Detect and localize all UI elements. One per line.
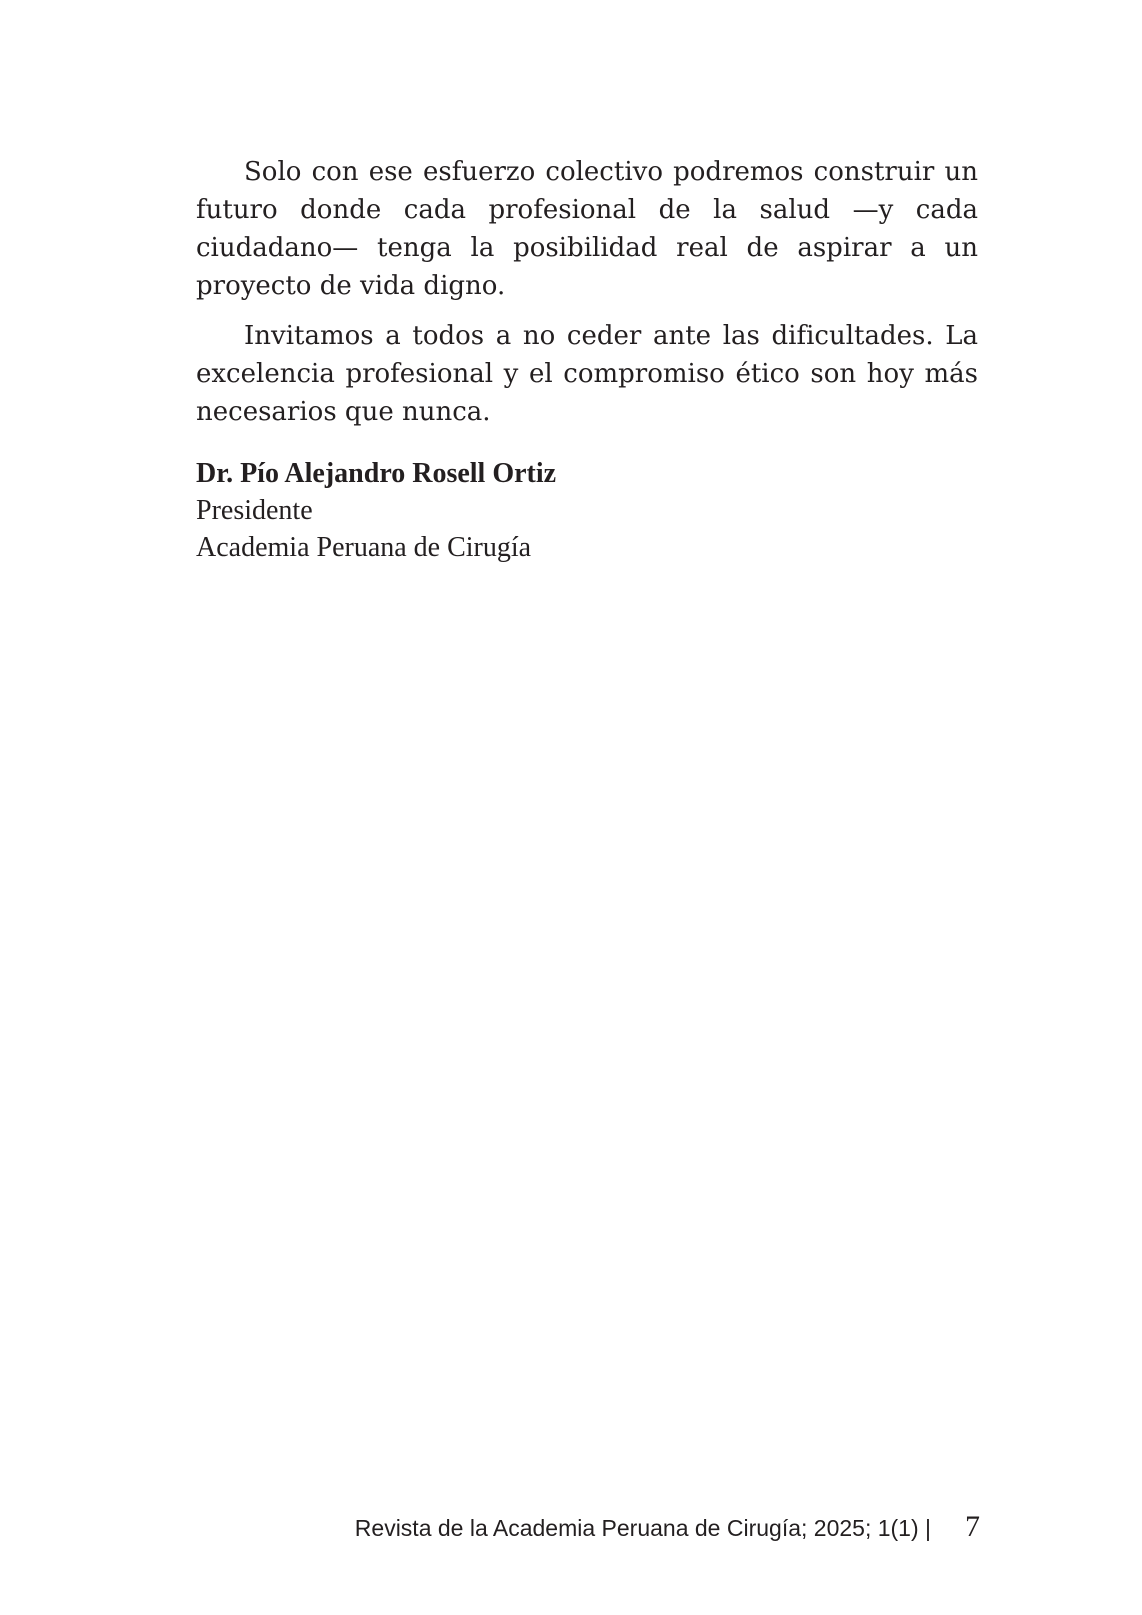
signature-block xyxy=(196,455,896,566)
paragraph-invitation: Invitamos a todos a no ceder ante las dificultades. La excelencia profesional y el compromiso ético son hoy más necesarios que nunca. xyxy=(196,321,978,427)
signatory-role: Presidente xyxy=(196,495,313,526)
body-text xyxy=(196,153,978,443)
signatory-name: Dr. Pío Alejandro Rosell Ortiz xyxy=(196,458,557,489)
page-footer xyxy=(300,1510,980,1544)
signatory-organization: Academia Peruana de Cirugía xyxy=(196,532,532,563)
paragraph-collective-effort: Solo con ese esfuerzo colectivo podremos construir un futuro donde cada profesional de la salud —y cada ciudadano— tenga la posibilidad real de aspirar a un proyecto de vida digno. xyxy=(196,157,978,301)
footer-journal-citation: Revista de la Academia Peruana de Cirugía; 2025; 1(1) | xyxy=(354,1515,931,1541)
page-number: 7 xyxy=(965,1510,980,1543)
